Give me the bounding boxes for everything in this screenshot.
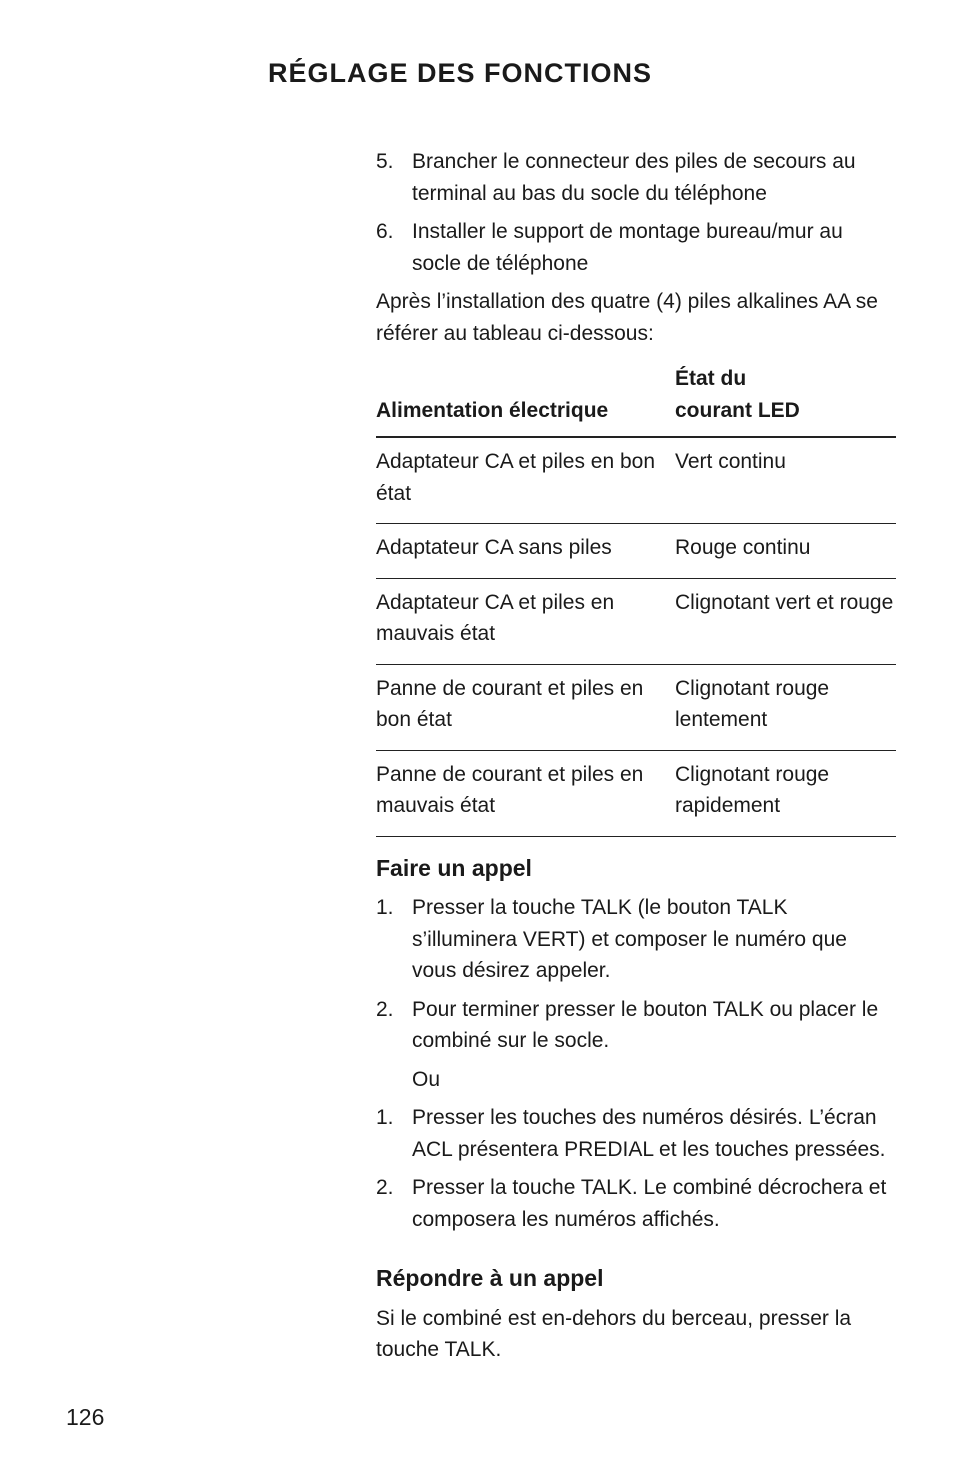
- cell-power: Panne de courant et piles en mauvais état: [376, 762, 644, 817]
- step-text: Presser la touche TALK (le bouton TALK s’illuminera VERT) et composer le numéro que vous désirez appeler.: [412, 896, 847, 982]
- list-item: [376, 146, 896, 209]
- cell-led: Rouge continu: [675, 536, 811, 559]
- table-row: [376, 438, 896, 524]
- step-number: 1.: [376, 1106, 394, 1129]
- step-text: Pour terminer presser le bouton TALK ou placer le combiné sur le socle.: [412, 997, 879, 1052]
- cell-power: Adaptateur CA et piles en mauvais état: [376, 590, 615, 645]
- step-text: Presser les touches des numéros désirés. L’écran ACL présentera PREDIAL et les touches pressées.: [412, 1106, 886, 1161]
- intro-paragraph: Après l’installation des quatre (4) piles alkalines AA se référer au tableau ci-dessous:: [376, 290, 878, 345]
- cell-power: Panne de courant et piles en bon état: [376, 676, 644, 731]
- header-power: Alimentation électrique: [376, 398, 609, 422]
- section-heading-call: Faire un appel: [376, 854, 532, 881]
- list-item: [376, 892, 896, 987]
- table-row: [376, 751, 896, 837]
- step-text: Installer le support de montage bureau/mur au socle de téléphone: [412, 220, 843, 275]
- step-number: 6.: [376, 220, 394, 243]
- list-item: [376, 1102, 896, 1165]
- page-title: RÉGLAGE DES FONCTIONS: [268, 58, 653, 88]
- step-number: 2.: [376, 997, 394, 1021]
- cell-led: Clignotant vert et rouge: [675, 590, 894, 614]
- list-item: [376, 994, 896, 1057]
- table-header: [376, 363, 896, 438]
- list-item: [376, 1172, 896, 1235]
- table-row: [376, 665, 896, 751]
- cell-led: Clignotant rouge rapidement: [675, 762, 830, 817]
- header-led-line1: État du: [675, 367, 747, 390]
- table-row: [376, 579, 896, 665]
- cell-led: Clignotant rouge lentement: [675, 676, 830, 731]
- cell-power: Adaptateur CA sans piles: [376, 536, 612, 559]
- main-content: [376, 146, 896, 1378]
- header-led-line2: courant LED: [675, 398, 800, 422]
- table-row: [376, 524, 896, 579]
- cell-led: Vert continu: [675, 450, 786, 473]
- step-number: 1.: [376, 896, 394, 919]
- or-separator: Ou: [412, 1067, 441, 1091]
- step-number: 5.: [376, 150, 394, 173]
- header-led: [675, 363, 896, 426]
- step-text: Brancher le connecteur des piles de secours au terminal au bas du socle du téléphone: [412, 150, 856, 205]
- cell-power: Adaptateur CA et piles en bon état: [376, 450, 656, 505]
- answer-paragraph: Si le combiné est en-dehors du berceau, presser la touche TALK.: [376, 1306, 852, 1361]
- step-text: Presser la touche TALK. Le combiné décrochera et composera les numéros affichés.: [412, 1176, 887, 1231]
- list-item: [376, 216, 896, 279]
- page-number: 126: [66, 1404, 105, 1430]
- power-led-table: [376, 363, 896, 837]
- step-number: 2.: [376, 1176, 394, 1199]
- section-heading-answer: Répondre à un appel: [376, 1265, 604, 1291]
